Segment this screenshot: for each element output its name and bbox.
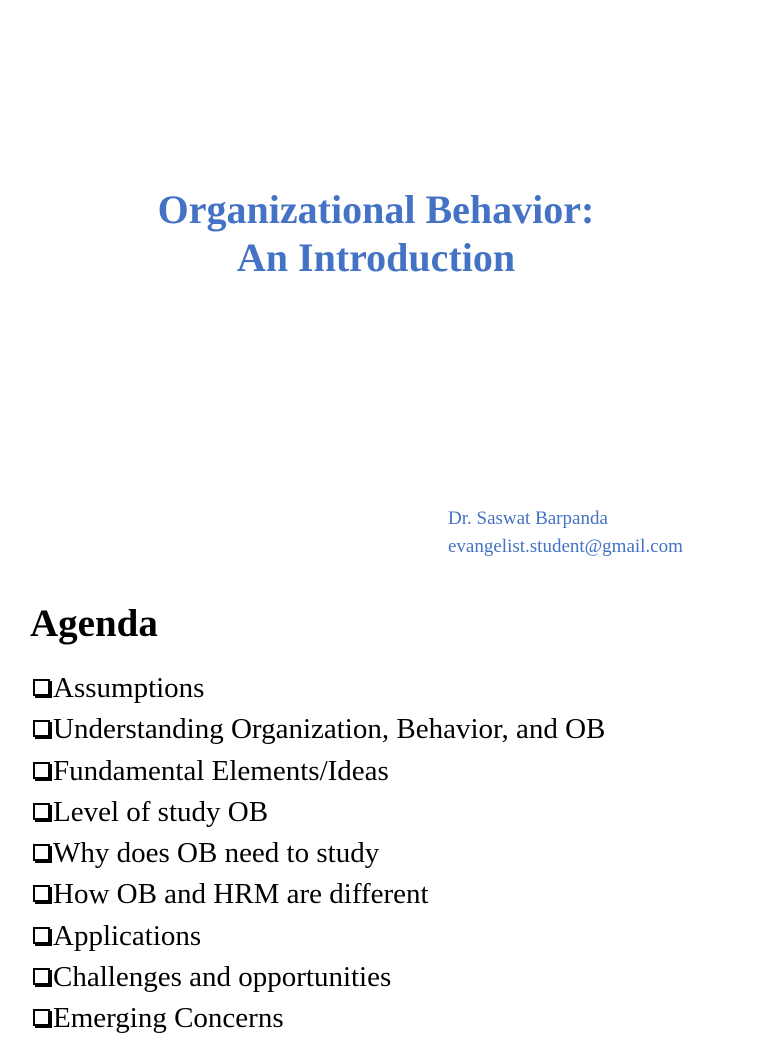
agenda-item-text: Applications — [53, 919, 202, 952]
agenda-item-text: Emerging Concerns — [53, 1002, 284, 1035]
agenda-slide — [0, 578, 768, 1035]
author-email: evangelist.student@gmail.com — [448, 536, 683, 557]
agenda-item — [33, 668, 605, 709]
square-bullet-icon — [33, 844, 50, 861]
agenda-item — [33, 833, 605, 874]
agenda-item — [33, 751, 605, 792]
agenda-item-text: Level of study OB — [53, 795, 269, 828]
square-bullet-icon — [33, 927, 50, 944]
author-info — [448, 505, 683, 561]
square-bullet-icon — [33, 679, 50, 696]
agenda-heading: Agenda — [30, 602, 158, 645]
agenda-item — [33, 874, 605, 915]
agenda-item-text: Why does OB need to study — [53, 837, 380, 870]
square-bullet-icon — [33, 762, 50, 779]
agenda-item-text: Assumptions — [53, 672, 205, 704]
agenda-item — [33, 916, 605, 957]
agenda-item-text: Understanding Organization, Behavior, and OB — [53, 713, 606, 746]
agenda-item — [33, 792, 605, 833]
agenda-item-text: Challenges and opportunities — [53, 961, 392, 994]
author-name: Dr. Saswat Barpanda — [448, 508, 608, 529]
agenda-item-text: How OB and HRM are different — [53, 878, 429, 911]
square-bullet-icon — [33, 803, 50, 820]
agenda-item — [33, 957, 605, 998]
title-line-2: An Introduction — [236, 235, 516, 280]
agenda-item — [33, 709, 605, 750]
agenda-item-text: Fundamental Elements/Ideas — [53, 754, 389, 787]
slide-title — [0, 186, 752, 282]
square-bullet-icon — [33, 720, 50, 737]
square-bullet-icon — [33, 885, 50, 902]
title-line-1: Organizational Behavior: — [157, 187, 595, 232]
agenda-item — [33, 998, 605, 1039]
square-bullet-icon — [33, 968, 50, 985]
agenda-list — [33, 668, 605, 1040]
